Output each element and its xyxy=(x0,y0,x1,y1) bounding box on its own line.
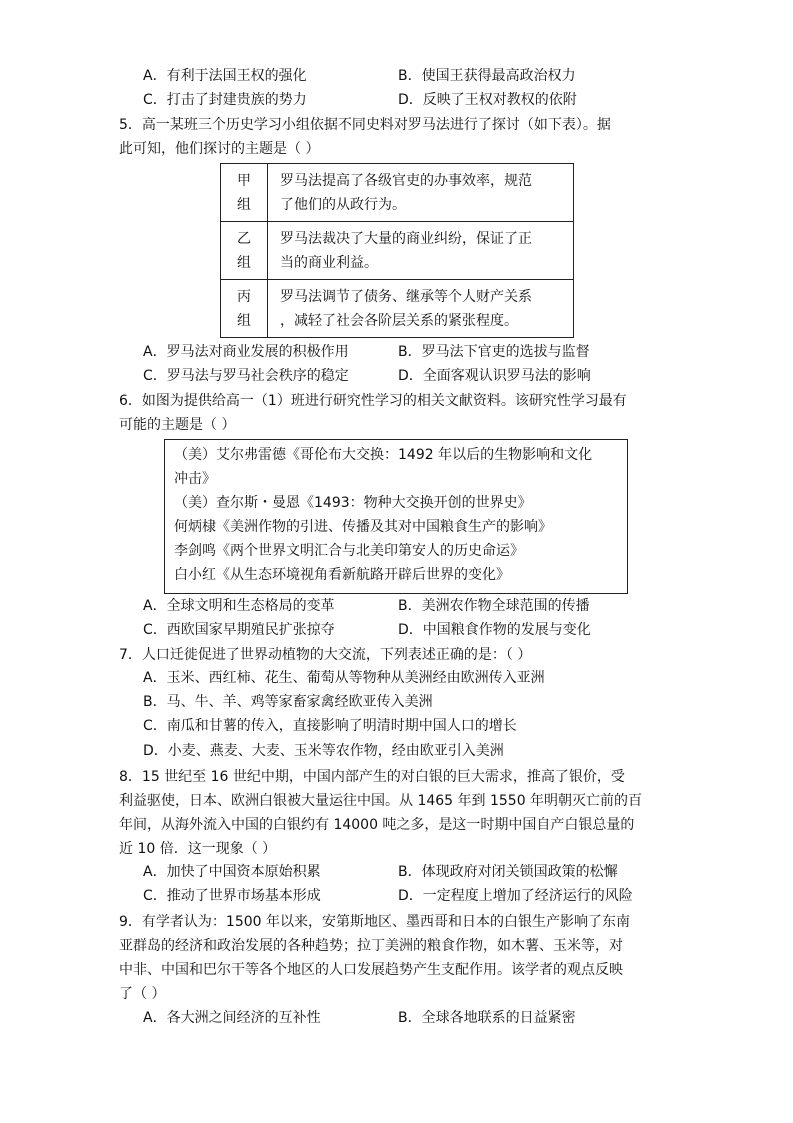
q9-option-b[interactable]: B．全球各地联系的日益紧密 xyxy=(398,1010,576,1026)
group-label: 组 xyxy=(237,312,251,329)
q9-stem-line: 中非、中国和巴尔干等各个地区的人口发展趋势产生支配作用。该学者的观点反映 xyxy=(119,962,623,978)
q6-reference-box xyxy=(164,439,628,594)
q9-stem-line: 了（ ） xyxy=(119,986,166,1002)
q6-option-d[interactable]: D．中国粮食作物的发展与变化 xyxy=(398,622,591,638)
q8-stem-line: 8．15 世纪至 16 世纪中期，中国内部产生的对白银的巨大需求，推高了银价，受 xyxy=(119,769,625,785)
q6-option-c[interactable]: C．西欧国家早期殖民扩张掠夺 xyxy=(143,622,335,638)
q5-stem-line: 此可知，他们探讨的主题是（ ） xyxy=(119,141,320,157)
content-line: 罗马法提高了各级官吏的办事效率，规范 xyxy=(280,172,532,189)
q9-option-a[interactable]: A．各大洲之间经济的互补性 xyxy=(143,1010,321,1026)
q8-stem-line: 利益驱使，日本、欧洲白银被大量运往中国。从 1465 年到 1550 年明朝灭亡前的百 xyxy=(119,793,643,809)
q5-stem-line: 5．高一某班三个历史学习小组依据不同史料对罗马法进行了探讨（如下表）。据 xyxy=(119,117,611,133)
q8-option-d[interactable]: D．一定程度上增加了经济运行的风险 xyxy=(398,888,633,904)
q6-option-a[interactable]: A．全球文明和生态格局的变革 xyxy=(143,598,335,614)
content-line: ，减轻了社会各阶层关系的紧张程度。 xyxy=(280,312,518,329)
q7-option-c[interactable]: C．南瓜和甘薯的传入，直接影响了明清时期中国人口的增长 xyxy=(143,718,517,734)
q4-option-a[interactable]: A．有利于法国王权的强化 xyxy=(143,68,307,84)
table-row xyxy=(221,280,574,338)
q5-stem xyxy=(119,113,679,161)
reference-line: 李剑鸣《两个世界文明汇合与北美印第安人的历史命运》 xyxy=(174,543,524,559)
q6-stem-line: 可能的主题是（ ） xyxy=(119,417,236,433)
q5-option-b[interactable]: B．罗马法下官吏的选拔与监督 xyxy=(398,344,590,360)
group-cell xyxy=(221,222,268,280)
q8-stem-line: 近 10 倍．这一现象（ ） xyxy=(119,841,277,857)
group-label: 乙 xyxy=(237,230,251,247)
content-line: 罗马法调节了债务、继承等个人财产关系 xyxy=(280,288,532,305)
q5-source-table xyxy=(220,163,574,338)
group-label: 组 xyxy=(237,254,251,271)
q8-stem-line: 年间，从海外流入中国的白银约有 14000 吨之多，是这一时期中国自产白银总量的 xyxy=(119,817,635,833)
q4-option-b[interactable]: B．使国王获得最高政治权力 xyxy=(398,68,576,84)
group-label: 丙 xyxy=(237,288,251,305)
q7-option-d[interactable]: D．小麦、燕麦、大麦、玉米等农作物，经由欧亚引入美洲 xyxy=(143,743,504,759)
q9-stem xyxy=(119,910,679,1006)
group-cell xyxy=(221,164,268,222)
q9-stem-line: 亚群岛的经济和政治发展的各种趋势；拉丁美洲的粮食作物，如木薯、玉米等，对 xyxy=(119,938,623,954)
q8-option-a[interactable]: A．加快了中国资本原始积累 xyxy=(143,864,321,880)
content-line: 罗马法裁决了大量的商业纠纷，保证了正 xyxy=(280,230,532,247)
content-line: 当的商业利益。 xyxy=(280,254,378,271)
content-cell xyxy=(268,164,574,222)
q4-option-d[interactable]: D．反映了王权对教权的依附 xyxy=(398,92,577,108)
q8-option-c[interactable]: C．推动了世界市场基本形成 xyxy=(143,888,321,904)
content-line: 了他们的从政行为。 xyxy=(280,196,406,213)
content-cell xyxy=(268,222,574,280)
q7-stem-line: 7．人口迁徙促进了世界动植物的大交流，下列表述正确的是：（ ） xyxy=(119,647,532,663)
q4-option-c[interactable]: C．打击了封建贵族的势力 xyxy=(143,92,307,108)
table-row xyxy=(221,222,574,280)
reference-line: （美）查尔斯・曼恩《1493：物种大交换开创的世界史》 xyxy=(174,495,532,511)
group-label: 甲 xyxy=(237,172,251,189)
q8-option-b[interactable]: B．体现政府对闭关锁国政策的松懈 xyxy=(398,864,618,880)
q9-stem-line: 9．有学者认为：1500 年以来，安第斯地区、墨西哥和日本的白银生产影响了东南 xyxy=(119,914,630,930)
reference-line: 冲击》 xyxy=(174,471,216,487)
reference-line: 何炳棣《美洲作物的引进、传播及其对中国粮食生产的影响》 xyxy=(174,519,552,535)
reference-line: （美）艾尔弗雷德《哥伦布大交换：1492 年以后的生物影响和文化 xyxy=(174,447,593,463)
table-row xyxy=(221,164,574,222)
q7-option-b[interactable]: B．马、牛、羊、鸡等家畜家禽经欧亚传入美洲 xyxy=(143,694,433,710)
q7-stem xyxy=(119,643,679,667)
q8-stem xyxy=(119,765,679,861)
q6-stem-line: 6．如图为提供给高一（1）班进行研究性学习的相关文献资料。该研究性学习最有 xyxy=(119,393,627,409)
q7-option-a[interactable]: A．玉米、西红柿、花生、葡萄从等物种从美洲经由欧洲传入亚洲 xyxy=(143,670,545,686)
q6-option-b[interactable]: B．美洲农作物全球范围的传播 xyxy=(398,598,590,614)
q6-stem xyxy=(119,389,679,437)
content-cell xyxy=(268,280,574,338)
group-cell xyxy=(221,280,268,338)
q5-option-d[interactable]: D．全面客观认识罗马法的影响 xyxy=(398,368,591,384)
q5-option-a[interactable]: A．罗马法对商业发展的积极作用 xyxy=(143,344,349,360)
q5-option-c[interactable]: C．罗马法与罗马社会秩序的稳定 xyxy=(143,368,349,384)
reference-line: 白小红《从生态环境视角看新航路开辟后世界的变化》 xyxy=(174,567,510,583)
group-label: 组 xyxy=(237,196,251,213)
